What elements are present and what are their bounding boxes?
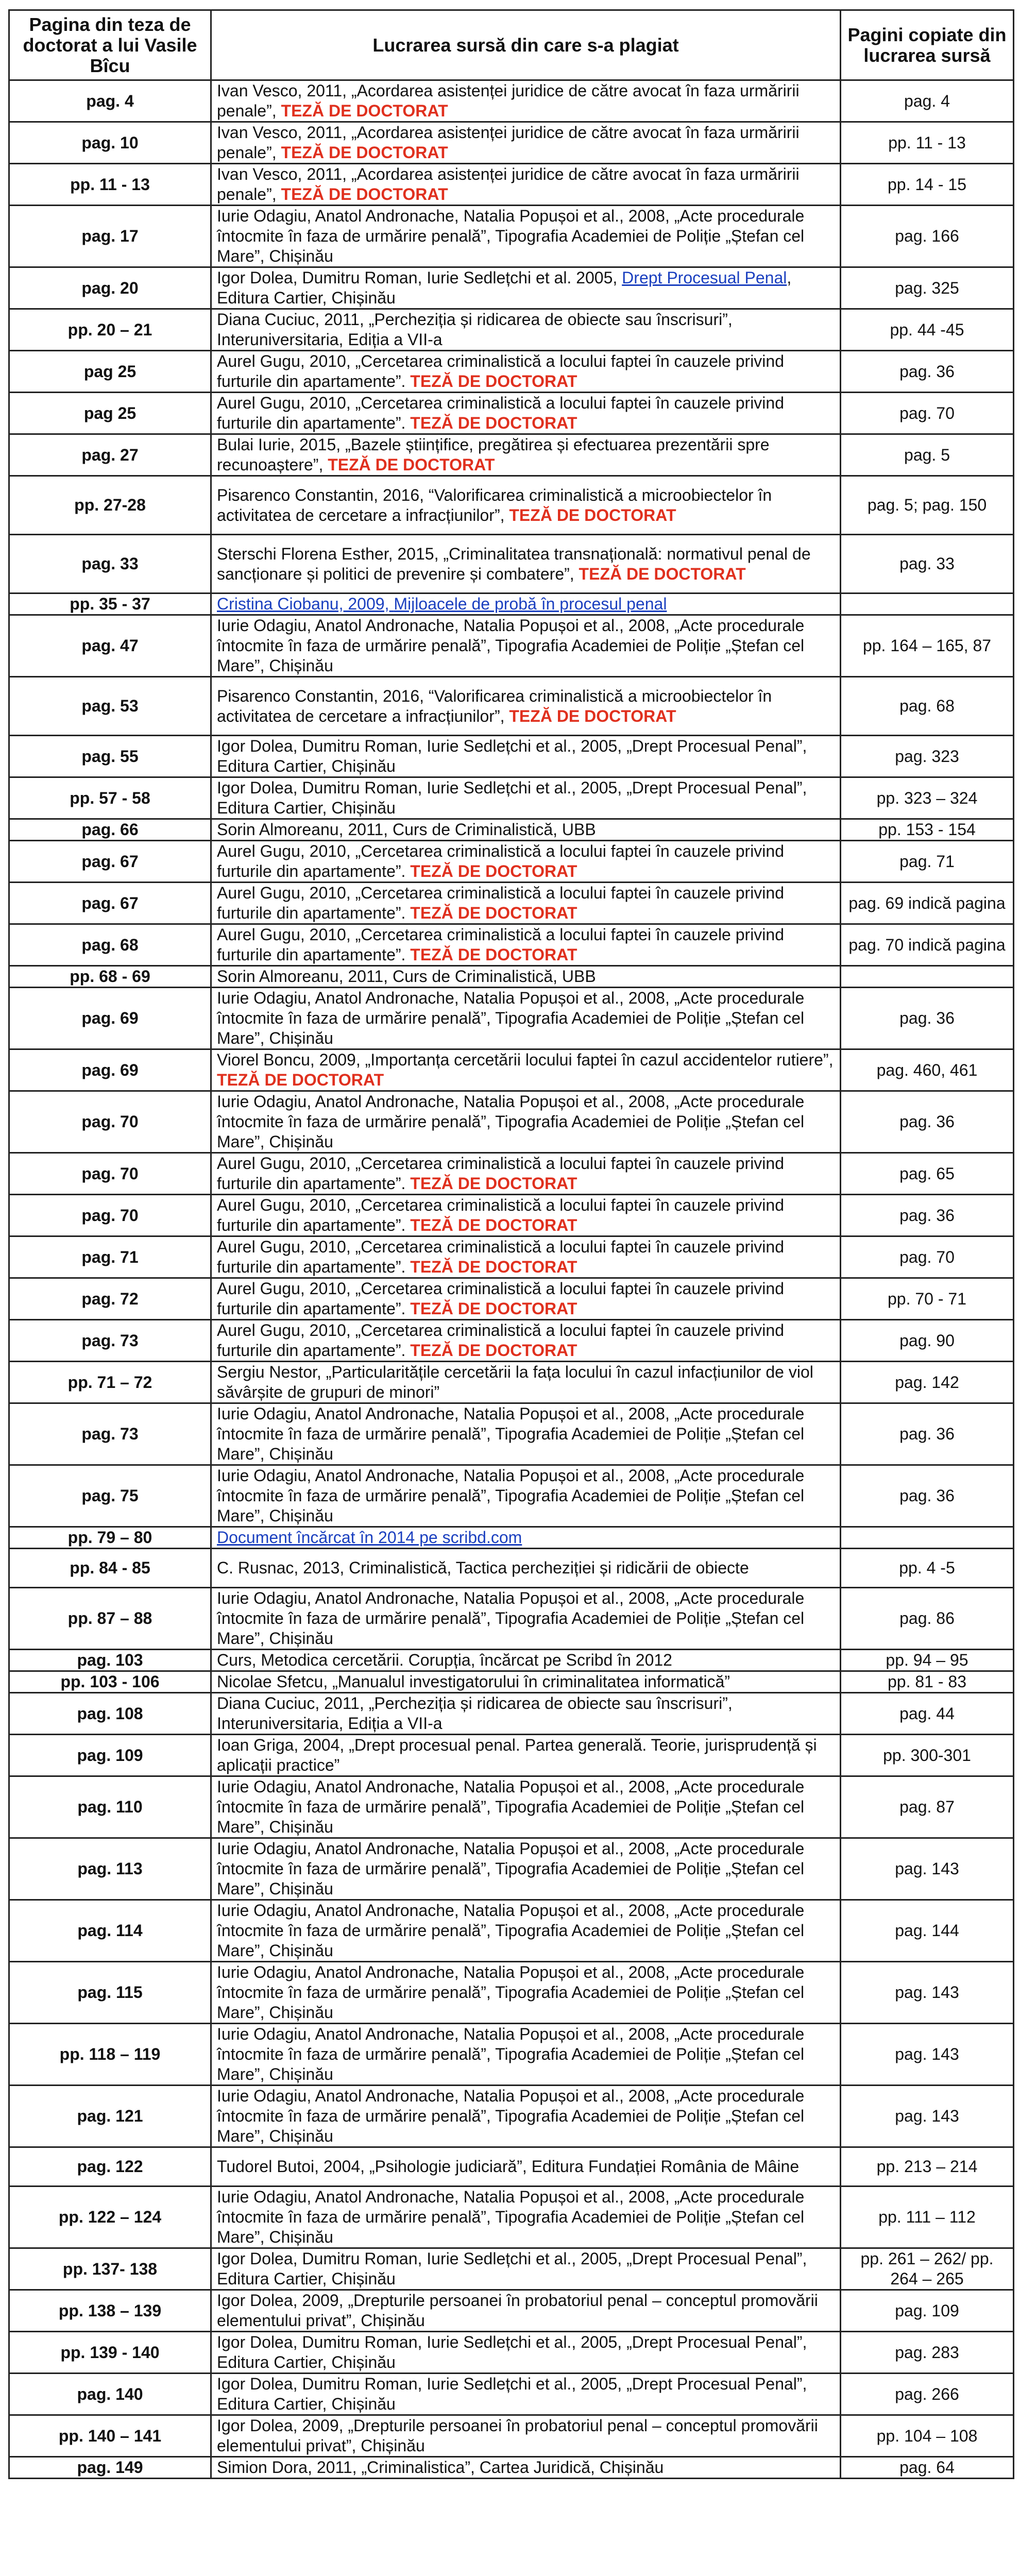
source-cell [211, 1900, 841, 1962]
source-cell [211, 1091, 841, 1153]
thesis-page-cell: pag. 122 [9, 2147, 211, 2187]
source-cell [211, 2248, 841, 2290]
copied-pages-cell: pag. 143 [841, 2024, 1014, 2086]
copied-pages-cell: pag. 283 [841, 2332, 1014, 2374]
thesis-page-cell: pp. 11 - 13 [9, 164, 211, 206]
source-cell [211, 1693, 841, 1735]
source-text: Iurie Odagiu, Anatol Andronache, Natalia Popușoi et al., 2008, „Acte procedurale întocmite în faza de urmărire penală”, Tipografia Academiei de Poliție „Ștefan cel Mare”, Chișinău [217, 1404, 805, 1463]
copied-pages-cell: pag. 109 [841, 2290, 1014, 2332]
source-text: Aurel Gugu, 2010, „Cercetarea criminalistică a locului faptei în cauzele privind furturile din apartamente”. [217, 394, 784, 432]
copied-pages-cell: pag. 36 [841, 351, 1014, 393]
thesis-page-cell: pag. 10 [9, 122, 211, 164]
table-row [9, 1278, 1014, 1320]
header-source-work: Lucrarea sursă din care s-a plagiat [211, 10, 841, 80]
copied-pages-cell: pag. 71 [841, 841, 1014, 883]
table-row [9, 883, 1014, 924]
source-text: Diana Cuciuc, 2011, „Percheziția și ridicarea de obiecte sau înscrisuri”, Interuniversitaria, Ediția a VII-a [217, 1694, 733, 1733]
doctoral-thesis-tag: TEZĂ DE DOCTORAT [281, 185, 448, 204]
thesis-page-cell: pag. 113 [9, 1838, 211, 1900]
copied-pages-cell: pag. 143 [841, 1962, 1014, 2024]
copied-pages-cell: pag. 36 [841, 988, 1014, 1049]
thesis-page-cell: pag. 66 [9, 819, 211, 841]
thesis-page-cell: pag. 69 [9, 1049, 211, 1091]
table-row [9, 1549, 1014, 1588]
copied-pages-cell: pag. 90 [841, 1320, 1014, 1362]
thesis-page-cell: pp. 57 - 58 [9, 777, 211, 819]
table-row [9, 393, 1014, 434]
table-row [9, 1776, 1014, 1838]
source-cell [211, 1403, 841, 1465]
table-row [9, 677, 1014, 736]
table-row [9, 819, 1014, 841]
source-cell [211, 309, 841, 351]
source-cell [211, 1776, 841, 1838]
source-text: Iurie Odagiu, Anatol Andronache, Natalia Popușoi et al., 2008, „Acte procedurale întocmite în faza de urmărire penală”, Tipografia Academiei de Poliție „Ștefan cel Mare”, Chișinău [217, 1092, 805, 1151]
source-link[interactable]: Drept Procesual Penal [622, 268, 787, 287]
source-cell [211, 677, 841, 736]
source-link[interactable]: Document încărcat în 2014 pe [217, 1528, 443, 1547]
thesis-page-cell: pag. 121 [9, 2086, 211, 2147]
source-cell [211, 2290, 841, 2332]
copied-pages-cell: pag. 65 [841, 1153, 1014, 1195]
copied-pages-cell: pag. 69 indică pagina [841, 883, 1014, 924]
source-cell [211, 393, 841, 434]
copied-pages-cell: pag. 44 [841, 1693, 1014, 1735]
copied-pages-cell: pag. 36 [841, 1091, 1014, 1153]
copied-pages-cell: pp. 104 – 108 [841, 2415, 1014, 2457]
thesis-page-cell: pp. 118 – 119 [9, 2024, 211, 2086]
source-text: Aurel Gugu, 2010, „Cercetarea criminalistică a locului faptei în cauzele privind furturile din apartamente”. [217, 1154, 784, 1193]
thesis-page-cell: pag. 73 [9, 1403, 211, 1465]
header-thesis-page: Pagina din teza de doctorat a lui Vasile Bîcu [9, 10, 211, 80]
copied-pages-cell: pp. 44 -45 [841, 309, 1014, 351]
thesis-page-cell: pag. 47 [9, 615, 211, 677]
table-row [9, 1900, 1014, 1962]
thesis-page-cell: pag. 67 [9, 883, 211, 924]
source-text: Iurie Odagiu, Anatol Andronache, Natalia Popușoi et al., 2008, „Acte procedurale întocmite în faza de urmărire penală”, Tipografia Academiei de Poliție „Ștefan cel Mare”, Chișinău [217, 207, 805, 265]
copied-pages-cell: pag. 323 [841, 736, 1014, 777]
thesis-page-cell: pag. 149 [9, 2457, 211, 2479]
source-cell [211, 819, 841, 841]
table-body [9, 80, 1014, 2479]
thesis-page-cell: pag. 109 [9, 1735, 211, 1776]
copied-pages-cell: pp. 14 - 15 [841, 164, 1014, 206]
copied-pages-cell: pp. 300-301 [841, 1735, 1014, 1776]
table-row [9, 267, 1014, 309]
thesis-page-cell: pp. 137- 138 [9, 2248, 211, 2290]
copied-pages-cell: pag. 166 [841, 206, 1014, 267]
doctoral-thesis-tag: TEZĂ DE DOCTORAT [410, 414, 577, 432]
source-text: Aurel Gugu, 2010, „Cercetarea criminalistică a locului faptei în cauzele privind furturile din apartamente”. [217, 1196, 784, 1234]
header-copied-pages: Pagini copiate din lucrarea sursă [841, 10, 1014, 80]
doctoral-thesis-tag: TEZĂ DE DOCTORAT [217, 1071, 384, 1089]
source-cell [211, 2147, 841, 2187]
table-row [9, 2024, 1014, 2086]
source-text: Iurie Odagiu, Anatol Andronache, Natalia Popușoi et al., 2008, „Acte procedurale întocmite în faza de urmărire penală”, Tipografia Academiei de Poliție „Ștefan cel Mare”, Chișinău [217, 2188, 805, 2246]
thesis-page-cell: pp. 79 – 80 [9, 1527, 211, 1549]
plagiarism-table-container [8, 9, 1013, 2479]
table-row [9, 1588, 1014, 1650]
copied-pages-cell: pp. 261 – 262/ pp. 264 – 265 [841, 2248, 1014, 2290]
table-row [9, 2415, 1014, 2457]
doctoral-thesis-tag: TEZĂ DE DOCTORAT [328, 455, 495, 474]
copied-pages-cell: pag. 36 [841, 1403, 1014, 1465]
thesis-page-cell: pag. 140 [9, 2374, 211, 2415]
doctoral-thesis-tag: TEZĂ DE DOCTORAT [410, 1258, 577, 1276]
thesis-page-cell: pag. 103 [9, 1650, 211, 1671]
copied-pages-cell: pp. 111 – 112 [841, 2187, 1014, 2248]
copied-pages-cell: pp. 11 - 13 [841, 122, 1014, 164]
thesis-page-cell: pag. 20 [9, 267, 211, 309]
copied-pages-cell [841, 1527, 1014, 1549]
source-cell [211, 883, 841, 924]
doctoral-thesis-tag: TEZĂ DE DOCTORAT [410, 372, 577, 391]
source-text: Ivan Vesco, 2011, „Acordarea asistenței juridice de către avocat în faza urmăririi penale”, [217, 123, 800, 162]
source-text: Aurel Gugu, 2010, „Cercetarea criminalistică a locului faptei în cauzele privind furturile din apartamente”. [217, 884, 784, 922]
thesis-page-cell: pag. 70 [9, 1091, 211, 1153]
source-text: Nicolae Sfetcu, „Manualul investigatorului în criminalitatea informatică” [217, 1672, 730, 1691]
copied-pages-cell: pag. 86 [841, 1588, 1014, 1650]
source-text: Iurie Odagiu, Anatol Andronache, Natalia Popușoi et al., 2008, „Acte procedurale întocmite în faza de urmărire penală”, Tipografia Academiei de Poliție „Ștefan cel Mare”, Chișinău [217, 2025, 805, 2083]
copied-pages-cell: pp. 81 - 83 [841, 1671, 1014, 1693]
source-text: Aurel Gugu, 2010, „Cercetarea criminalistică a locului faptei în cauzele privind furturile din apartamente”. [217, 352, 784, 391]
thesis-page-cell: pag. 108 [9, 1693, 211, 1735]
source-cell [211, 1549, 841, 1588]
thesis-page-cell: pag. 70 [9, 1153, 211, 1195]
source-cell [211, 2024, 841, 2086]
copied-pages-cell: pp. 323 – 324 [841, 777, 1014, 819]
source-cell [211, 736, 841, 777]
source-text: Iurie Odagiu, Anatol Andronache, Natalia Popușoi et al., 2008, „Acte procedurale întocmite în faza de urmărire penală”, Tipografia Academiei de Poliție „Ștefan cel Mare”, Chișinău [217, 1963, 805, 2022]
copied-pages-cell: pag. 144 [841, 1900, 1014, 1962]
copied-pages-cell: pp. 4 -5 [841, 1549, 1014, 1588]
table-row [9, 535, 1014, 594]
source-text: Aurel Gugu, 2010, „Cercetarea criminalistică a locului faptei în cauzele privind furturile din apartamente”. [217, 842, 784, 880]
table-row [9, 2457, 1014, 2479]
copied-pages-cell: pag. 142 [841, 1362, 1014, 1403]
source-cell [211, 122, 841, 164]
table-row [9, 841, 1014, 883]
doctoral-thesis-tag: TEZĂ DE DOCTORAT [410, 1216, 577, 1234]
table-row [9, 2374, 1014, 2415]
source-cell [211, 434, 841, 476]
source-cell [211, 1362, 841, 1403]
table-row [9, 736, 1014, 777]
copied-pages-cell: pp. 70 - 71 [841, 1278, 1014, 1320]
table-row [9, 1403, 1014, 1465]
table-row [9, 476, 1014, 535]
table-row [9, 1693, 1014, 1735]
thesis-page-cell: pag. 75 [9, 1465, 211, 1527]
table-row [9, 164, 1014, 206]
source-cell [211, 80, 841, 122]
table-row [9, 966, 1014, 988]
thesis-page-cell: pp. 103 - 106 [9, 1671, 211, 1693]
table-row [9, 988, 1014, 1049]
source-cell [211, 1527, 841, 1549]
source-link[interactable]: Mijloacele de probă în procesul penal [394, 595, 667, 613]
doctoral-thesis-tag: TEZĂ DE DOCTORAT [281, 143, 448, 162]
table-row [9, 1362, 1014, 1403]
copied-pages-cell: pag. 70 [841, 1236, 1014, 1278]
source-text: Aurel Gugu, 2010, „Cercetarea criminalistică a locului faptei în cauzele privind furturile din apartamente”. [217, 1238, 784, 1276]
doctoral-thesis-tag: TEZĂ DE DOCTORAT [410, 1341, 577, 1360]
doctoral-thesis-tag: TEZĂ DE DOCTORAT [410, 1299, 577, 1318]
source-link[interactable]: Cristina Ciobanu, 2009, [217, 595, 394, 613]
table-row [9, 2290, 1014, 2332]
thesis-page-cell: pp. 27-28 [9, 476, 211, 535]
copied-pages-cell: pag. 64 [841, 2457, 1014, 2479]
source-text: Aurel Gugu, 2010, „Cercetarea criminalistică a locului faptei în cauzele privind furturile din apartamente”. [217, 1321, 784, 1360]
source-text: Igor Dolea, Dumitru Roman, Iurie Sedlețchi et al., 2005, „Drept Procesual Penal”, Editura Cartier, Chișinău [217, 737, 807, 775]
table-row [9, 1091, 1014, 1153]
source-cell [211, 2187, 841, 2248]
source-text: Iurie Odagiu, Anatol Andronache, Natalia Popușoi et al., 2008, „Acte procedurale întocmite în faza de urmărire penală”, Tipografia Academiei de Poliție „Ștefan cel Mare”, Chișinău [217, 1466, 805, 1525]
source-cell [211, 267, 841, 309]
table-row [9, 1838, 1014, 1900]
table-row [9, 122, 1014, 164]
copied-pages-cell: pag. 68 [841, 677, 1014, 736]
table-row [9, 1650, 1014, 1671]
table-row [9, 309, 1014, 351]
thesis-page-cell: pag. 4 [9, 80, 211, 122]
thesis-page-cell: pag. 17 [9, 206, 211, 267]
table-row [9, 2248, 1014, 2290]
source-text: Igor Dolea, 2009, „Drepturile persoanei în probatoriul penal – conceptul promovării elementului privat”, Chișinău [217, 2416, 818, 2455]
source-text: Igor Dolea, Dumitru Roman, Iurie Sedlețchi et al., 2005, „Drept Procesual Penal”, Editura Cartier, Chișinău [217, 2375, 807, 2413]
table-row [9, 1671, 1014, 1693]
table-row [9, 1153, 1014, 1195]
source-text: Ivan Vesco, 2011, „Acordarea asistenței juridice de către avocat în faza urmăririi penale”, [217, 81, 800, 120]
thesis-page-cell: pag. 115 [9, 1962, 211, 2024]
copied-pages-cell: pag. 70 [841, 393, 1014, 434]
source-cell [211, 988, 841, 1049]
source-cell [211, 1650, 841, 1671]
table-row [9, 2147, 1014, 2187]
source-cell [211, 594, 841, 615]
source-text: Igor Dolea, Dumitru Roman, Iurie Sedlețchi et al., 2005, „Drept Procesual Penal”, Editura Cartier, Chișinău [217, 778, 807, 817]
source-text: Igor Dolea, 2009, „Drepturile persoanei în probatoriul penal – conceptul promovării elementului privat”, Chișinău [217, 2291, 818, 2330]
doctoral-thesis-tag: TEZĂ DE DOCTORAT [410, 1174, 577, 1193]
source-cell [211, 476, 841, 535]
thesis-page-cell: pag. 72 [9, 1278, 211, 1320]
source-cell [211, 2086, 841, 2147]
source-text: Iurie Odagiu, Anatol Andronache, Natalia Popușoi et al., 2008, „Acte procedurale întocmite în faza de urmărire penală”, Tipografia Academiei de Poliție „Ștefan cel Mare”, Chișinău [217, 1901, 805, 1960]
source-cell [211, 1671, 841, 1693]
copied-pages-cell: pp. 153 - 154 [841, 819, 1014, 841]
copied-pages-cell: pag. 143 [841, 2086, 1014, 2147]
thesis-page-cell: pag. 70 [9, 1195, 211, 1236]
source-cell [211, 1588, 841, 1650]
source-text: Igor Dolea, Dumitru Roman, Iurie Sedlețchi et al., 2005, „Drept Procesual Penal”, Editura Cartier, Chișinău [217, 2333, 807, 2371]
thesis-page-cell: pag 25 [9, 393, 211, 434]
source-cell [211, 1465, 841, 1527]
source-cell [211, 2374, 841, 2415]
source-cell [211, 966, 841, 988]
source-cell [211, 1735, 841, 1776]
thesis-page-cell: pp. 20 – 21 [9, 309, 211, 351]
table-row [9, 1320, 1014, 1362]
source-cell [211, 1153, 841, 1195]
copied-pages-cell: pag. 460, 461 [841, 1049, 1014, 1091]
table-row [9, 1735, 1014, 1776]
source-text: Diana Cuciuc, 2011, „Percheziția și ridicarea de obiecte sau înscrisuri”, Interuniversitaria, Ediția a VII-a [217, 310, 733, 349]
source-text: Sergiu Nestor, „Particularitățile cercetării la fața locului în cazul infacțiunilor de viol săvârșite de grupuri de minori” [217, 1363, 813, 1401]
source-cell [211, 841, 841, 883]
source-cell [211, 1962, 841, 2024]
copied-pages-cell: pag. 70 indică pagina [841, 924, 1014, 966]
source-text: Ivan Vesco, 2011, „Acordarea asistenței juridice de către avocat în faza urmăririi penale”, [217, 165, 800, 204]
source-text: Simion Dora, 2011, „Criminalistica”, Cartea Juridică, Chișinău [217, 2458, 664, 2477]
source-text: Sorin Almoreanu, 2011, Curs de Criminalistică, UBB [217, 820, 596, 839]
table-row [9, 594, 1014, 615]
source-text: Iurie Odagiu, Anatol Andronache, Natalia Popușoi et al., 2008, „Acte procedurale întocmite în faza de urmărire penală”, Tipografia Academiei de Poliție „Ștefan cel Mare”, Chișinău [217, 989, 805, 1047]
thesis-page-cell: pp. 139 - 140 [9, 2332, 211, 2374]
copied-pages-cell: pp. 94 – 95 [841, 1650, 1014, 1671]
source-cell [211, 535, 841, 594]
source-text: Curs, Metodica cercetării. Corupția, încărcat pe Scribd în 2012 [217, 1651, 672, 1669]
source-text: Iurie Odagiu, Anatol Andronache, Natalia Popușoi et al., 2008, „Acte procedurale întocmite în faza de urmărire penală”, Tipografia Academiei de Poliție „Ștefan cel Mare”, Chișinău [217, 2087, 805, 2145]
source-link[interactable]: scribd.com [442, 1528, 522, 1547]
source-cell [211, 1049, 841, 1091]
source-cell [211, 1838, 841, 1900]
source-text: Pisarenco Constantin, 2016, “Valorificarea criminalistică a microobiectelor în activitatea de cercetare a infracțiunilor”, [217, 485, 772, 524]
source-text: Igor Dolea, Dumitru Roman, Iurie Sedlețchi et al., 2005, „Drept Procesual Penal”, Editura Cartier, Chișinău [217, 2249, 807, 2288]
source-cell [211, 1236, 841, 1278]
source-text: Iurie Odagiu, Anatol Andronache, Natalia Popușoi et al., 2008, „Acte procedurale întocmite în faza de urmărire penală”, Tipografia Academiei de Poliție „Ștefan cel Mare”, Chișinău [217, 1839, 805, 1898]
copied-pages-cell: pag. 325 [841, 267, 1014, 309]
thesis-page-cell: pag. 68 [9, 924, 211, 966]
source-text: Igor Dolea, Dumitru Roman, Iurie Sedlețchi et al. 2005, [217, 268, 622, 287]
table-row [9, 1236, 1014, 1278]
source-cell [211, 2332, 841, 2374]
source-text: Iurie Odagiu, Anatol Andronache, Natalia Popușoi et al., 2008, „Acte procedurale întocmite în faza de urmărire penală”, Tipografia Academiei de Poliție „Ștefan cel Mare”, Chișinău [217, 1589, 805, 1648]
source-text: Sorin Almoreanu, 2011, Curs de Criminalistică, UBB [217, 967, 596, 986]
source-cell [211, 2415, 841, 2457]
plagiarism-table [8, 9, 1014, 2479]
thesis-page-cell: pp. 138 – 139 [9, 2290, 211, 2332]
table-row [9, 924, 1014, 966]
source-text: Iurie Odagiu, Anatol Andronache, Natalia Popușoi et al., 2008, „Acte procedurale întocmite în faza de urmărire penală”, Tipografia Academiei de Poliție „Ștefan cel Mare”, Chișinău [217, 1777, 805, 1836]
copied-pages-cell: pp. 164 – 165, 87 [841, 615, 1014, 677]
table-row [9, 1962, 1014, 2024]
source-text: Pisarenco Constantin, 2016, “Valorificarea criminalistică a microobiectelor în activitatea de cercetare a infracțiunilor”, [217, 686, 772, 725]
copied-pages-cell: pag. 266 [841, 2374, 1014, 2415]
source-cell [211, 206, 841, 267]
thesis-page-cell: pag. 55 [9, 736, 211, 777]
thesis-page-cell: pag. 27 [9, 434, 211, 476]
doctoral-thesis-tag: TEZĂ DE DOCTORAT [509, 706, 676, 725]
source-cell [211, 1320, 841, 1362]
copied-pages-cell: pag. 5 [841, 434, 1014, 476]
table-row [9, 2332, 1014, 2374]
source-cell [211, 924, 841, 966]
table-row [9, 351, 1014, 393]
copied-pages-cell: pag. 5; pag. 150 [841, 476, 1014, 535]
thesis-page-cell: pag 25 [9, 351, 211, 393]
copied-pages-cell: pag. 36 [841, 1465, 1014, 1527]
table-row [9, 434, 1014, 476]
source-text: C. Rusnac, 2013, Criminalistică, Tactica percheziției și ridicării de obiecte [217, 1558, 749, 1577]
thesis-page-cell: pp. 68 - 69 [9, 966, 211, 988]
table-row [9, 206, 1014, 267]
thesis-page-cell: pp. 35 - 37 [9, 594, 211, 615]
source-cell [211, 164, 841, 206]
source-cell [211, 1195, 841, 1236]
table-row [9, 1465, 1014, 1527]
source-text: Aurel Gugu, 2010, „Cercetarea criminalistică a locului faptei în cauzele privind furturile din apartamente”. [217, 1279, 784, 1318]
thesis-page-cell: pp. 71 – 72 [9, 1362, 211, 1403]
table-row [9, 80, 1014, 122]
source-cell [211, 351, 841, 393]
copied-pages-cell: pag. 143 [841, 1838, 1014, 1900]
thesis-page-cell: pag. 73 [9, 1320, 211, 1362]
copied-pages-cell: pp. 213 – 214 [841, 2147, 1014, 2187]
doctoral-thesis-tag: TEZĂ DE DOCTORAT [281, 101, 448, 120]
source-text: Tudorel Butoi, 2004, „Psihologie judiciară”, Editura Fundației România de Mâine [217, 2157, 800, 2176]
copied-pages-cell: pag. 87 [841, 1776, 1014, 1838]
table-row [9, 2187, 1014, 2248]
table-row [9, 777, 1014, 819]
copied-pages-cell [841, 594, 1014, 615]
copied-pages-cell: pag. 33 [841, 535, 1014, 594]
thesis-page-cell: pag. 110 [9, 1776, 211, 1838]
thesis-page-cell: pag. 69 [9, 988, 211, 1049]
source-cell [211, 777, 841, 819]
source-text: Ioan Griga, 2004, „Drept procesual penal. Partea generală. Teorie, jurisprudență și aplicații practice” [217, 1736, 817, 1774]
doctoral-thesis-tag: TEZĂ DE DOCTORAT [410, 862, 577, 880]
doctoral-thesis-tag: TEZĂ DE DOCTORAT [410, 945, 577, 964]
source-text: Bulai Iurie, 2015, „Bazele științifice, pregătirea și efectuarea prezentării spre recunoaștere”, [217, 435, 770, 474]
table-row [9, 1049, 1014, 1091]
table-header-row [9, 10, 1014, 80]
thesis-page-cell: pp. 87 – 88 [9, 1588, 211, 1650]
copied-pages-cell: pag. 36 [841, 1195, 1014, 1236]
table-row [9, 615, 1014, 677]
doctoral-thesis-tag: TEZĂ DE DOCTORAT [410, 904, 577, 922]
thesis-page-cell: pp. 140 – 141 [9, 2415, 211, 2457]
source-text: Viorel Boncu, 2009, „Importanța cercetării locului faptei în cazul accidentelor rutiere”, [217, 1050, 834, 1069]
source-cell [211, 2457, 841, 2479]
source-cell [211, 1278, 841, 1320]
table-row [9, 1527, 1014, 1549]
table-row [9, 1195, 1014, 1236]
thesis-page-cell: pag. 53 [9, 677, 211, 736]
thesis-page-cell: pp. 122 – 124 [9, 2187, 211, 2248]
thesis-page-cell: pag. 114 [9, 1900, 211, 1962]
table-row [9, 2086, 1014, 2147]
thesis-page-cell: pag. 33 [9, 535, 211, 594]
source-text: Iurie Odagiu, Anatol Andronache, Natalia Popușoi et al., 2008, „Acte procedurale întocmite în faza de urmărire penală”, Tipografia Academiei de Poliție „Ștefan cel Mare”, Chișinău [217, 616, 805, 675]
copied-pages-cell: pag. 4 [841, 80, 1014, 122]
copied-pages-cell [841, 966, 1014, 988]
doctoral-thesis-tag: TEZĂ DE DOCTORAT [509, 505, 676, 524]
source-text: Aurel Gugu, 2010, „Cercetarea criminalistică a locului faptei în cauzele privind furturile din apartamente”. [217, 925, 784, 964]
thesis-page-cell: pag. 67 [9, 841, 211, 883]
thesis-page-cell: pag. 71 [9, 1236, 211, 1278]
doctoral-thesis-tag: TEZĂ DE DOCTORAT [579, 564, 746, 583]
source-text: , Editura Cartier, Chișinău [217, 268, 792, 307]
thesis-page-cell: pp. 84 - 85 [9, 1549, 211, 1588]
source-text: Sterschi Florena Esther, 2015, „Criminalitatea transnațională: normativul penal de sancționare și politici de prevenire și combatere”, [217, 544, 811, 583]
source-cell [211, 615, 841, 677]
